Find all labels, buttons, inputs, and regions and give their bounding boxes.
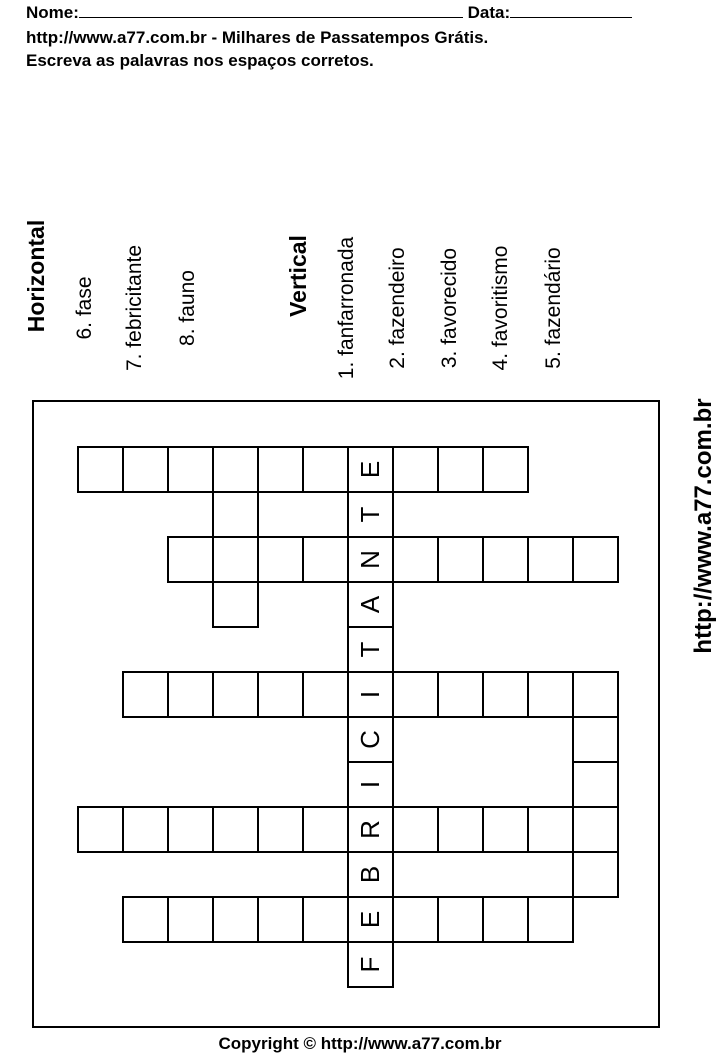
crossword-cell[interactable] [167, 896, 214, 943]
crossword-cell[interactable] [392, 896, 439, 943]
crossword-cell[interactable] [527, 806, 574, 853]
crossword-cell[interactable] [167, 446, 214, 493]
crossword-cell-filled[interactable] [347, 626, 394, 673]
crossword-cell[interactable] [257, 446, 304, 493]
crossword-cell-filled[interactable] [347, 536, 394, 583]
vertical-clue: 4. favoritismo [489, 245, 512, 371]
crossword-cell[interactable] [527, 671, 574, 718]
crossword-cell[interactable] [257, 536, 304, 583]
instruction-text: Escreva as palavras nos espaços corretos. [26, 51, 374, 70]
cell-letter: E [355, 910, 385, 929]
site-line: http://www.a77.com.br - Milhares de Passatempos Grátis. [26, 28, 489, 47]
crossword-cell[interactable] [482, 446, 529, 493]
crossword-cell[interactable] [572, 536, 619, 583]
crossword-cell[interactable] [392, 671, 439, 718]
crossword-cell[interactable] [212, 806, 259, 853]
crossword-cell-filled[interactable] [347, 941, 394, 988]
crossword-cell[interactable] [527, 536, 574, 583]
crossword-cell[interactable] [167, 806, 214, 853]
cell-letter: F [355, 956, 385, 973]
crossword-cell-filled[interactable] [347, 806, 394, 853]
cell-letter: A [355, 595, 385, 614]
name-date-line [26, 2, 632, 23]
crossword-cell[interactable] [392, 446, 439, 493]
crossword-cell[interactable] [212, 671, 259, 718]
cell-letter: N [355, 550, 385, 569]
crossword-cell[interactable] [437, 896, 484, 943]
crossword-cell[interactable] [122, 446, 169, 493]
crossword-cell[interactable] [302, 806, 349, 853]
crossword-cell[interactable] [437, 806, 484, 853]
crossword-cell[interactable] [482, 806, 529, 853]
horizontal-clue: 8. fauno [176, 270, 199, 346]
crossword-cell[interactable] [257, 896, 304, 943]
crossword-cell[interactable] [257, 806, 304, 853]
crossword-cell[interactable] [302, 536, 349, 583]
vertical-clue: 3. favorecido [438, 247, 461, 369]
horizontal-heading: Horizontal [23, 219, 49, 333]
crossword-cell-filled[interactable] [347, 491, 394, 538]
vertical-clue: 2. fazendeiro [386, 247, 409, 369]
crossword-cell[interactable] [167, 536, 214, 583]
crossword-cell[interactable] [572, 671, 619, 718]
crossword-cell-filled[interactable] [347, 671, 394, 718]
cell-letter: T [355, 506, 385, 523]
cell-letter: I [355, 780, 385, 789]
crossword-cell[interactable] [572, 761, 619, 808]
crossword-cell[interactable] [122, 896, 169, 943]
cell-letter: B [355, 865, 385, 884]
crossword-cell[interactable] [122, 671, 169, 718]
crossword-cell[interactable] [437, 671, 484, 718]
crossword-cell[interactable] [572, 806, 619, 853]
crossword-cell[interactable] [212, 536, 259, 583]
date-blank[interactable] [510, 2, 632, 18]
crossword-cell-filled[interactable] [347, 761, 394, 808]
crossword-cell[interactable] [482, 671, 529, 718]
cell-letter: R [355, 820, 385, 839]
cell-letter: E [355, 460, 385, 479]
crossword-cell[interactable] [257, 671, 304, 718]
date-label: Data: [467, 3, 511, 22]
crossword-cell[interactable] [212, 896, 259, 943]
horizontal-clue: 6. fase [73, 276, 96, 340]
crossword-cell[interactable] [77, 446, 124, 493]
crossword-cell[interactable] [572, 716, 619, 763]
crossword-cell[interactable] [212, 491, 259, 538]
crossword-cell[interactable] [212, 446, 259, 493]
cell-letter: C [355, 730, 385, 749]
name-blank[interactable] [79, 2, 463, 18]
cell-letter: I [355, 690, 385, 699]
cell-letter: T [355, 641, 385, 658]
crossword-cell[interactable] [437, 536, 484, 583]
crossword-cell[interactable] [392, 536, 439, 583]
crossword-cell[interactable] [482, 536, 529, 583]
crossword-cell[interactable] [167, 671, 214, 718]
crossword-cell[interactable] [527, 896, 574, 943]
crossword-cell[interactable] [437, 446, 484, 493]
crossword-cell[interactable] [482, 896, 529, 943]
crossword-cell-filled[interactable] [347, 446, 394, 493]
crossword-cell[interactable] [572, 851, 619, 898]
vertical-heading: Vertical [285, 235, 311, 317]
copyright-footer: Copyright © http://www.a77.com.br [218, 1034, 502, 1053]
crossword-cell[interactable] [77, 806, 124, 853]
crossword-cell[interactable] [302, 671, 349, 718]
side-url: http://www.a77.com.br [690, 398, 717, 654]
crossword-cell-filled[interactable] [347, 581, 394, 628]
crossword-cell[interactable] [122, 806, 169, 853]
crossword-cell[interactable] [392, 806, 439, 853]
crossword-cell-filled[interactable] [347, 851, 394, 898]
vertical-clue: 5. fazendário [542, 247, 565, 369]
vertical-clue: 1. fanfarronada [335, 236, 358, 380]
name-label: Nome: [26, 3, 79, 22]
crossword-cell[interactable] [212, 581, 259, 628]
crossword-cell-filled[interactable] [347, 716, 394, 763]
crossword-cell-filled[interactable] [347, 896, 394, 943]
horizontal-clue: 7. febricitante [123, 244, 146, 372]
crossword-cell[interactable] [302, 446, 349, 493]
crossword-cell[interactable] [302, 896, 349, 943]
